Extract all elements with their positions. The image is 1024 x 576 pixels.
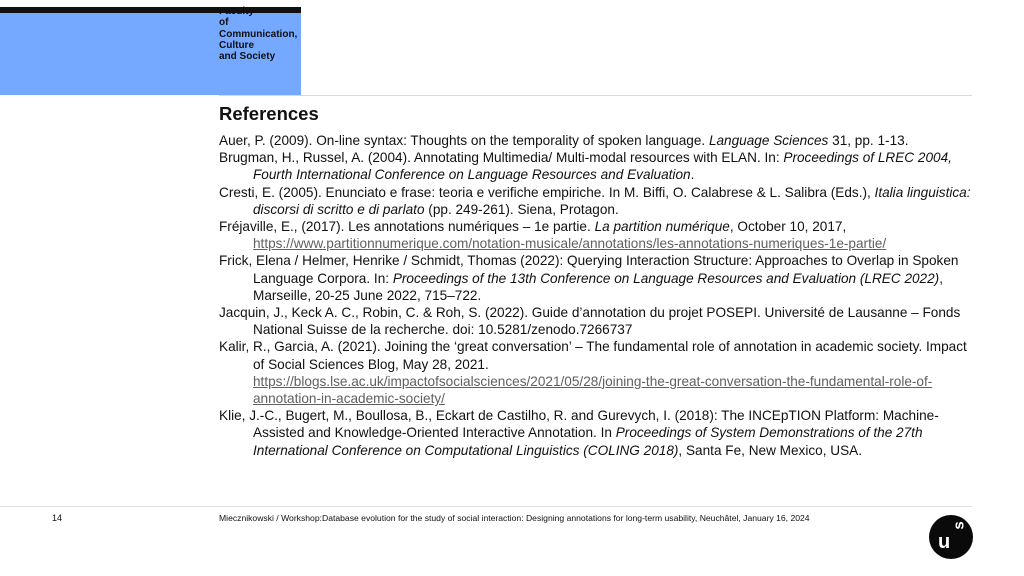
reference-text: Fréjaville, E., (2017). Les annotations numériques – 1e partie.	[219, 219, 595, 235]
reference-text: Cresti, E. (2005). Enunciato e frase: teoria e verifiche empiriche. In M. Biffi, O. Calabrese & L. Salibra (Eds.),	[219, 184, 875, 200]
logo-letter-s: s	[950, 521, 968, 530]
reference-tail: , Santa Fe, New Mexico, USA.	[678, 442, 863, 458]
reference-title: Proceedings of LREC 2004, Fourth International Conference on Language Resources and Evaluation	[253, 150, 952, 183]
reference-text: Jacquin, J., Keck A. C., Robin, C. & Roh, S. (2022). Guide d’annotation du projet POSEPI. Université de Lausanne – Fonds National Suisse de la recherche. doi: 10.5281/zenodo.7266737	[219, 305, 961, 338]
reference-link[interactable]: https://www.partitionnumerique.com/notation-musicale/annotations/les-annotations-numeriques-1e-partie/	[253, 236, 887, 252]
reference-title: La partition numérique	[594, 219, 730, 235]
reference-tail: (pp. 249-261). Siena, Protagon.	[424, 201, 619, 217]
reference-tail: 31, pp. 1-13.	[828, 133, 909, 148]
faculty-line: of	[219, 17, 229, 29]
reference-list	[219, 132, 979, 459]
page-title: References	[219, 103, 319, 124]
footer-citation: Miecznikowski / Workshop:Database evolution for the study of social interaction: Designing annotations for long-term usability, Neuchâtel, January 16, 2024	[219, 513, 810, 523]
reference-title: Language Sciences	[708, 133, 829, 148]
header-divider	[219, 95, 972, 96]
reference-item	[219, 218, 979, 252]
reference-text: Brugman, H., Russel, A. (2004). Annotating Multimedia/ Multi-modal resources with ELAN. In:	[219, 150, 784, 166]
faculty-line: Culture	[219, 39, 254, 51]
page-number: 14	[52, 513, 63, 523]
reference-item	[219, 132, 979, 149]
reference-item	[219, 149, 979, 183]
reference-item	[219, 184, 979, 218]
reference-item	[219, 304, 979, 338]
reference-title: Proceedings of System Demonstrations of the 27th International Conference on Computational Linguistics (COLING 2018)	[253, 425, 923, 458]
reference-text: Auer, P. (2009). On-line syntax: Thoughts on the temporality of spoken language.	[219, 133, 709, 148]
logo-letter-u: u	[938, 531, 951, 553]
university-logo	[929, 515, 973, 559]
reference-tail: .	[690, 167, 695, 183]
faculty-line: Communication,	[219, 28, 298, 40]
reference-item	[219, 407, 979, 459]
reference-text: Klie, J.-C., Bugert, M., Boullosa, B., Eckart de Castilho, R. and Gurevych, I. (2018): The INCEpTION Platform: Machine-Assisted and Knowledge-Oriented Interactive Annotation. In	[219, 408, 939, 441]
faculty-line: and Society	[219, 51, 276, 63]
reference-text: Frick, Elena / Helmer, Henrike / Schmidt, Thomas (2022): Querying Interaction Structure: Approaches to Overlap in Spoken Language Corpora. In:	[219, 253, 959, 286]
reference-link[interactable]: https://blogs.lse.ac.uk/impactofsocialsciences/2021/05/28/joining-the-great-conversation-the-fundamental-role-of-annotation-in-academic-society/	[253, 373, 933, 407]
reference-tail: , Marseille, 20-25 June 2022, 715–722.	[253, 270, 943, 303]
reference-item	[219, 338, 979, 407]
reference-item	[219, 252, 979, 304]
reference-title: Proceedings of the 13th Conference on Language Resources and Evaluation (LREC 2022)	[392, 270, 940, 286]
faculty-line: Faculty	[219, 6, 255, 17]
reference-text: Kalir, R., Garcia, A. (2021). Joining the ‘great conversation’ – The fundamental role of annotation in academic society. Impact of Social Sciences Blog, May 28, 2021.	[219, 339, 967, 372]
reference-tail: , October 10, 2017,	[729, 219, 847, 235]
faculty-label	[219, 6, 301, 62]
footer-divider	[0, 506, 972, 507]
reference-title: Italia linguistica: discorsi di scritto e di parlato	[253, 184, 971, 217]
